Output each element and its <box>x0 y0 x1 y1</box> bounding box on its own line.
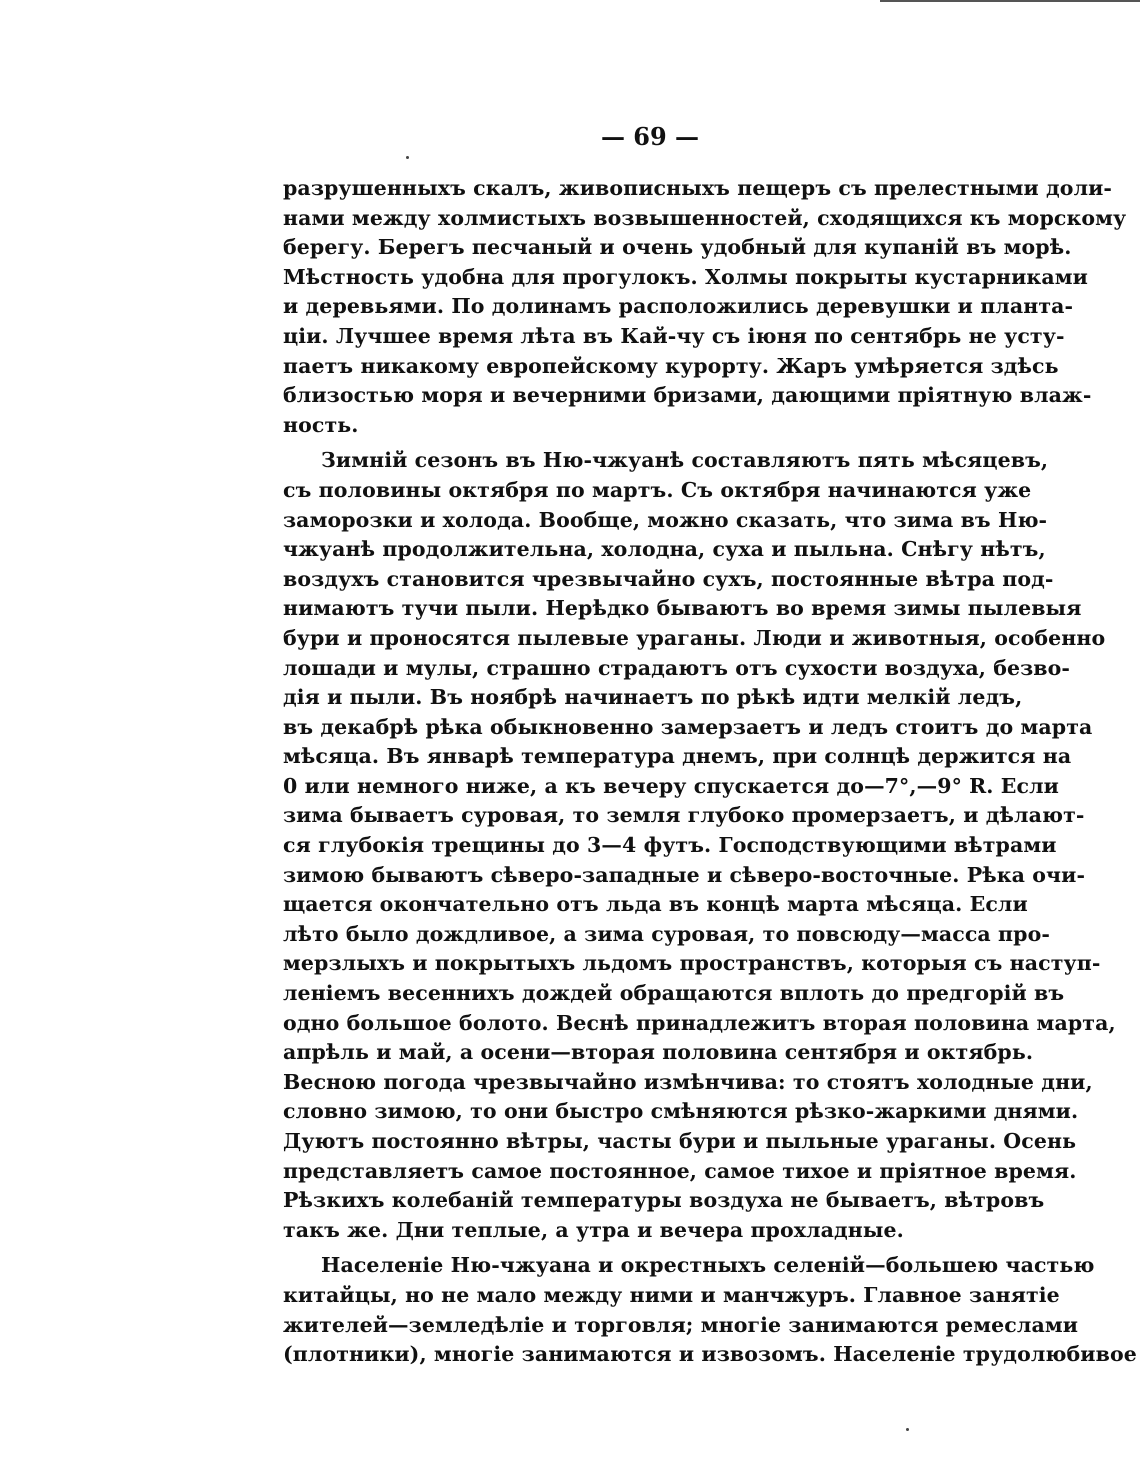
text-line: ность. <box>283 412 359 437</box>
scan-speck <box>406 156 409 159</box>
text-line: заморозки и холода. Вообще, можно сказать, что зима въ Ню- <box>283 507 1048 532</box>
text-line: жителей—земледѣліе и торговля; многіе занимаются ремеслами <box>283 1312 1079 1337</box>
text-line: мерзлыхъ и покрытыхъ льдомъ пространствъ, которыя съ наступ- <box>283 951 1101 976</box>
text-line: апрѣль и май, а осени—вторая половина сентября и октябрь. <box>283 1040 1034 1065</box>
paragraph <box>283 1251 1137 1369</box>
text-line: 0 или немного ниже, а къ вечеру спускается до—7°,—9° R. Если <box>283 773 1059 798</box>
text-line: такъ же. Дни теплые, а утра и вечера прохладные. <box>283 1217 904 1242</box>
text-line: зимою бываютъ сѣверо-западные и сѣверо-восточные. Рѣка очи- <box>283 862 1086 887</box>
page-number: — 69 — <box>600 122 700 151</box>
text-line: щается окончательно отъ льда въ концѣ марта мѣсяца. Если <box>283 892 1028 917</box>
paragraph <box>283 174 1127 440</box>
text-line: (плотники), многіе занимаются и извозомъ. Населеніе трудолюбивое <box>283 1342 1137 1367</box>
text-line: Дуютъ постоянно вѣтры, часты бури и пыльные ураганы. Осень <box>283 1129 1077 1153</box>
text-line: берегу. Берегъ песчаный и очень удобный для купаній въ морѣ. <box>283 235 1072 260</box>
text-line: разрушенныхъ скалъ, живописныхъ пещеръ съ прелестными доли- <box>283 176 1113 200</box>
text-line: Мѣстность удобна для прогулокъ. Холмы покрыты кустарниками <box>283 264 1088 289</box>
text-line: мѣсяца. Въ январѣ температура днемъ, при солнцѣ держится на <box>283 744 1072 769</box>
text-line: нами между холмистыхъ возвышенностей, сходящихся къ морскому <box>283 205 1127 230</box>
text-line: нимаютъ тучи пыли. Нерѣдко бываютъ во время зимы пылевыя <box>283 596 1082 621</box>
text-line: въ декабрѣ рѣка обыкновенно замерзаетъ и ледъ стоитъ до марта <box>283 714 1093 739</box>
text-line: представляетъ самое постоянное, самое тихое и пріятное время. <box>283 1158 1077 1183</box>
text-line: Зимній сезонъ въ Ню-чжуанѣ составляютъ пять мѣсяцевъ, <box>321 448 1049 473</box>
text-line: Рѣзкихъ колебаній температуры воздуха не бываетъ, вѣтровъ <box>283 1188 1045 1213</box>
text-line: бури и проносятся пылевые ураганы. Люди и животныя, особенно <box>283 625 1106 650</box>
text-line: дія и пыли. Въ ноябрѣ начинаетъ по рѣкѣ идти мелкій ледъ, <box>283 685 1023 710</box>
text-line: чжуанѣ продолжительна, холодна, суха и пыльна. Снѣгу нѣтъ, <box>283 537 1046 562</box>
text-line: и деревьями. По долинамъ расположились деревушки и планта- <box>283 294 1074 319</box>
text-line: ся глубокія трещины до 3—4 футъ. Господствующими вѣтрами <box>283 833 1057 858</box>
text-line: съ половины октября по мартъ. Съ октября начинаются уже <box>283 477 1032 502</box>
scan-speck <box>906 1428 909 1431</box>
text-line: лошади и мулы, страшно страдаютъ отъ сухости воздуха, безво- <box>283 655 1071 680</box>
text-line: Весною погода чрезвычайно измѣнчива: то стоятъ холодные дни, <box>283 1069 1093 1094</box>
text-line: ціи. Лучшее время лѣта въ Кай-чу съ іюня по сентябрь не усту- <box>283 323 1065 348</box>
text-line: паетъ никакому европейскому курорту. Жаръ умѣряется здѣсь <box>283 353 1059 378</box>
text-line: Населеніе Ню-чжуана и окрестныхъ селеній—большею частью <box>321 1253 1095 1278</box>
body-text <box>283 174 1137 1370</box>
text-line: зима бываетъ суровая, то земля глубоко промерзаетъ, и дѣлают- <box>283 803 1085 828</box>
paragraph <box>283 446 1116 1245</box>
text-line: воздухъ становится чрезвычайно сухъ, постоянные вѣтра под- <box>283 566 1054 591</box>
text-line: одно большое болото. Веснѣ принадлежитъ вторая половина марта, <box>283 1010 1116 1035</box>
text-line: китайцы, но не мало между ними и манчжуръ. Главное занятіе <box>283 1282 1060 1307</box>
top-edge-rule <box>880 0 1140 2</box>
text-line: леніемъ весеннихъ дождей обращаются вплоть до предгорій въ <box>283 981 1065 1006</box>
text-line: словно зимою, то они быстро смѣняются рѣзко-жаркими днями. <box>283 1099 1079 1124</box>
text-line: лѣто было дождливое, а зима суровая, то повсюду—масса про- <box>283 921 1050 946</box>
text-line: близостью моря и вечерними бризами, дающими пріятную влаж- <box>283 383 1092 408</box>
